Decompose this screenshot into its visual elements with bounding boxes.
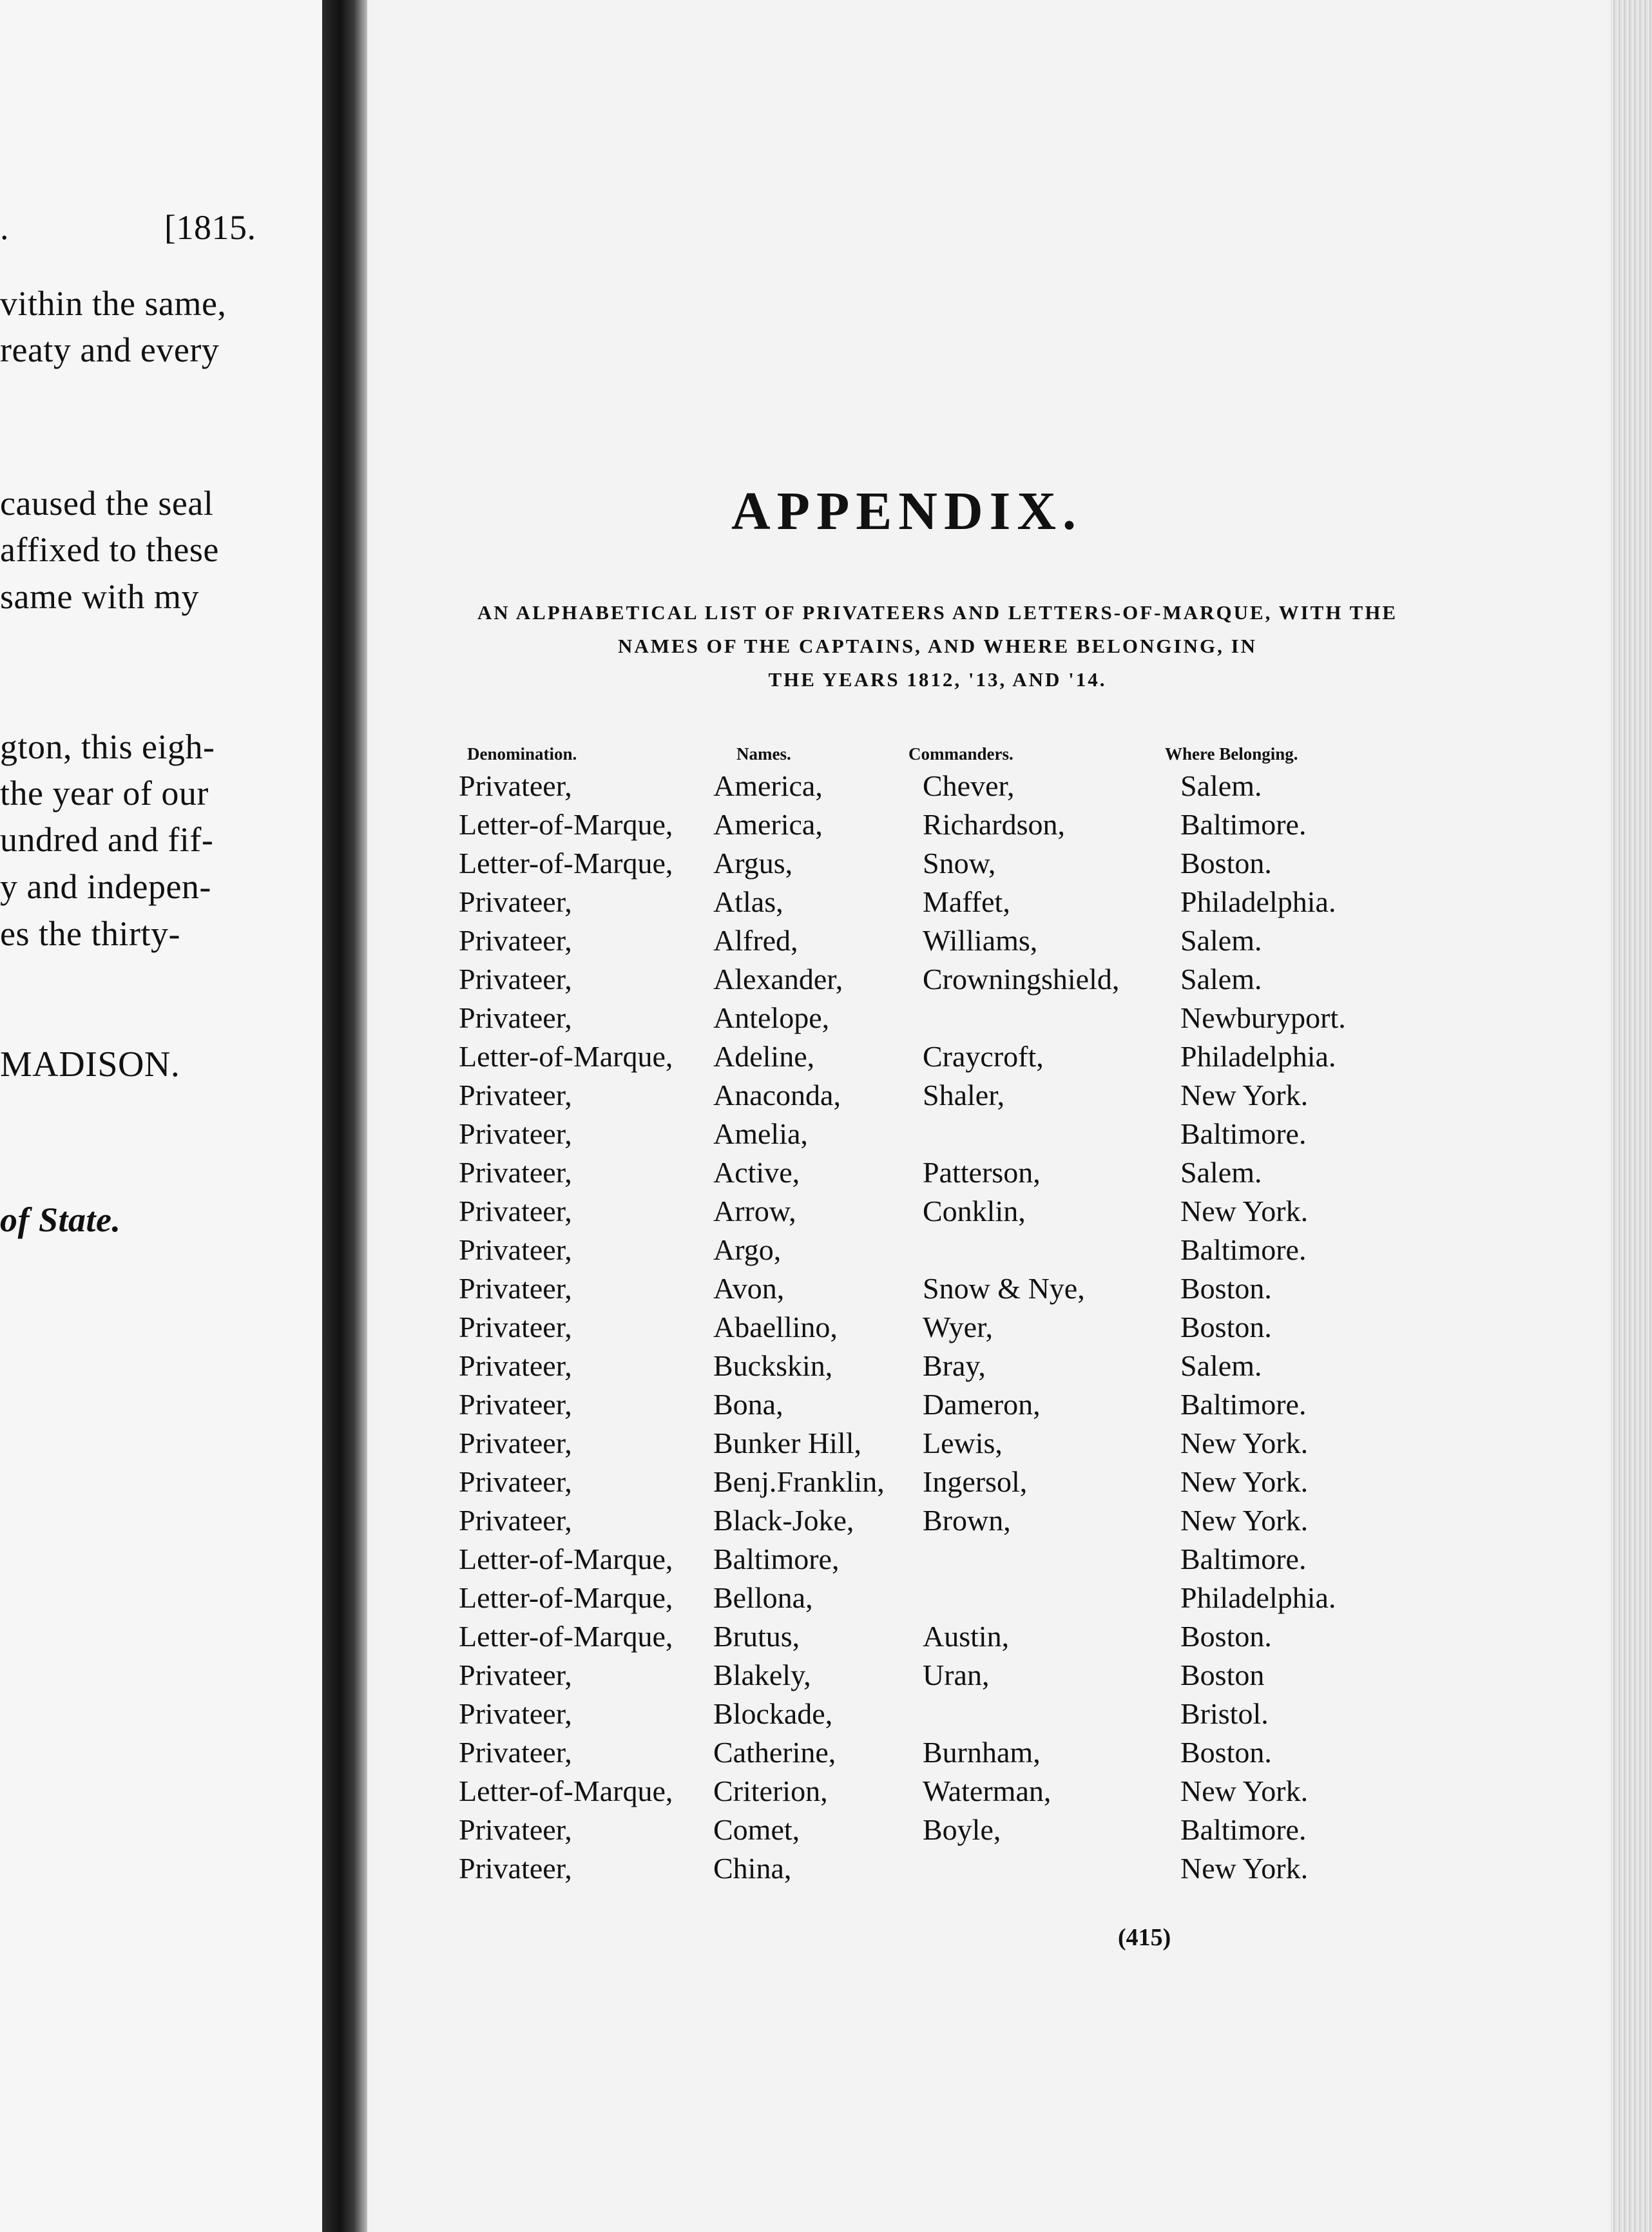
left-line: reaty and every [0, 331, 220, 369]
where-belonging-cell: Bristol. [1180, 1697, 1269, 1730]
name-cell: Blockade, [713, 1697, 833, 1730]
table-row [0, 1153, 1652, 1192]
name-cell: Bellona, [713, 1581, 813, 1614]
where-belonging-cell: Baltimore. [1180, 1388, 1307, 1421]
name-cell: Baltimore, [713, 1543, 840, 1575]
where-belonging-cell: Philadelphia. [1180, 885, 1336, 918]
where-belonging-cell: Baltimore. [1180, 1233, 1307, 1266]
commander-cell: Waterman, [923, 1775, 1052, 1807]
table-row [0, 1347, 1652, 1385]
name-cell: Alexander, [713, 963, 843, 996]
commander-cell: Bray, [923, 1349, 986, 1382]
name-cell: Catherine, [713, 1736, 836, 1769]
denomination-cell: Privateer, [459, 1117, 572, 1150]
denomination-cell: Letter-of-Marque, [459, 847, 673, 880]
commander-cell: Patterson, [923, 1156, 1041, 1189]
name-cell: Antelope, [713, 1001, 830, 1034]
commander-cell: Lewis, [923, 1427, 1003, 1459]
table-row [0, 1579, 1652, 1617]
where-belonging-cell: New York. [1180, 1195, 1309, 1227]
denomination-cell: Privateer, [459, 1659, 572, 1691]
name-cell: Criterion, [713, 1775, 828, 1807]
left-line: affixed to these [0, 530, 219, 569]
left-line: undred and fif- [0, 820, 214, 859]
denomination-cell: Privateer, [459, 1233, 572, 1266]
commander-cell: Uran, [923, 1659, 990, 1691]
denomination-cell: Privateer, [459, 1388, 572, 1421]
table-row [0, 844, 1652, 883]
table-row [0, 1772, 1652, 1811]
denomination-cell: Letter-of-Marque, [459, 808, 673, 841]
denomination-cell: Privateer, [459, 1465, 572, 1498]
commander-cell: Chever, [923, 769, 1015, 802]
table-row [0, 805, 1652, 844]
header-where-belonging: Where Belonging. [1165, 744, 1298, 764]
left-line: y and indepen- [0, 867, 211, 906]
where-belonging-cell: Baltimore. [1180, 1813, 1307, 1846]
denomination-cell: Privateer, [459, 1852, 572, 1885]
denomination-cell: Privateer, [459, 1349, 572, 1382]
denomination-cell: Privateer, [459, 1736, 572, 1769]
denomination-cell: Privateer, [459, 1001, 572, 1034]
table-row [0, 1076, 1652, 1115]
commander-cell: Austin, [923, 1620, 1010, 1653]
name-cell: Bunker Hill, [713, 1427, 861, 1459]
where-belonging-cell: Baltimore. [1180, 1543, 1307, 1575]
name-cell: America, [713, 769, 823, 802]
denomination-cell: Privateer, [459, 1504, 572, 1537]
name-cell: Anaconda, [713, 1079, 841, 1111]
left-line: vithin the same, [0, 284, 227, 323]
table-row [0, 1385, 1652, 1424]
header-denomination: Denomination. [467, 744, 577, 764]
table-row [0, 1037, 1652, 1076]
denomination-cell: Privateer, [459, 1813, 572, 1846]
where-belonging-cell: Salem. [1180, 769, 1262, 802]
where-belonging-cell: New York. [1180, 1775, 1309, 1807]
commander-cell: Richardson, [923, 808, 1066, 841]
left-line: of State. [0, 1200, 121, 1239]
table-row [0, 1849, 1652, 1888]
table-row [0, 1308, 1652, 1347]
name-cell: Avon, [713, 1272, 785, 1305]
left-line: es the thirty- [0, 914, 180, 953]
where-belonging-cell: New York. [1180, 1504, 1309, 1537]
table-row [0, 1695, 1652, 1733]
where-belonging-cell: Salem. [1180, 1349, 1262, 1382]
name-cell: Adeline, [713, 1040, 815, 1073]
denomination-cell: Privateer, [459, 885, 572, 918]
where-belonging-cell: Salem. [1180, 1156, 1262, 1189]
denomination-cell: Privateer, [459, 1272, 572, 1305]
appendix-subtitle [445, 596, 1430, 697]
where-belonging-cell: Boston. [1180, 1620, 1272, 1653]
denomination-cell: Letter-of-Marque, [459, 1040, 673, 1073]
name-cell: Comet, [713, 1813, 800, 1846]
table-row [0, 1501, 1652, 1540]
table-row [0, 1733, 1652, 1772]
denomination-cell: Privateer, [459, 1079, 572, 1111]
denomination-cell: Privateer, [459, 1311, 572, 1343]
left-line: . [0, 208, 9, 247]
name-cell: Atlas, [713, 885, 783, 918]
name-cell: Buckskin, [713, 1349, 833, 1382]
commander-cell: Dameron, [923, 1388, 1041, 1421]
denomination-cell: Privateer, [459, 769, 572, 802]
name-cell: Amelia, [713, 1117, 808, 1150]
header-names: Names. [736, 744, 791, 764]
table-row [0, 1269, 1652, 1308]
where-belonging-cell: Boston. [1180, 1311, 1272, 1343]
table-row [0, 883, 1652, 921]
table-row [0, 767, 1652, 805]
where-belonging-cell: Salem. [1180, 963, 1262, 996]
commander-cell: Boyle, [923, 1813, 1001, 1846]
commander-cell: Maffet, [923, 885, 1010, 918]
where-belonging-cell: Baltimore. [1180, 808, 1307, 841]
commander-cell: Burnham, [923, 1736, 1041, 1769]
commander-cell: Brown, [923, 1504, 1011, 1537]
left-year-header: [1815. [164, 208, 256, 247]
where-belonging-cell: New York. [1180, 1079, 1309, 1111]
where-belonging-cell: Boston [1180, 1659, 1265, 1691]
privateer-list [0, 767, 1652, 1888]
commander-cell: Wyer, [923, 1311, 994, 1343]
commander-cell: Snow & Nye, [923, 1272, 1085, 1305]
where-belonging-cell: Baltimore. [1180, 1117, 1307, 1150]
where-belonging-cell: New York. [1180, 1852, 1309, 1885]
left-line: gton, this eigh- [0, 727, 215, 766]
name-cell: Argo, [713, 1233, 782, 1266]
denomination-cell: Privateer, [459, 924, 572, 957]
left-signature: MADISON. [0, 1044, 180, 1084]
where-belonging-cell: Boston. [1180, 1272, 1272, 1305]
table-row [0, 1811, 1652, 1849]
name-cell: China, [713, 1852, 792, 1885]
name-cell: Abaellino, [713, 1311, 838, 1343]
left-line: the year of our [0, 774, 209, 813]
where-belonging-cell: Philadelphia. [1180, 1581, 1336, 1614]
subtitle-line: NAMES OF THE CAPTAINS, AND WHERE BELONGING, IN [617, 635, 1258, 657]
name-cell: Black-Joke, [713, 1504, 854, 1537]
denomination-cell: Privateer, [459, 1195, 572, 1227]
commander-cell: Williams, [923, 924, 1038, 957]
table-row [0, 1463, 1652, 1501]
table-row [0, 1424, 1652, 1463]
name-cell: Bona, [713, 1388, 783, 1421]
appendix-title: APPENDIX. [731, 481, 1082, 541]
commander-cell: Snow, [923, 847, 996, 880]
left-line: same with my [0, 577, 199, 616]
table-row [0, 1231, 1652, 1269]
commander-cell: Conklin, [923, 1195, 1026, 1227]
name-cell: Blakely, [713, 1659, 811, 1691]
denomination-cell: Privateer, [459, 1156, 572, 1189]
name-cell: Active, [713, 1156, 800, 1189]
where-belonging-cell: New York. [1180, 1465, 1309, 1498]
table-row [0, 1656, 1652, 1695]
commander-cell: Crowningshield, [923, 963, 1120, 996]
commander-cell: Shaler, [923, 1079, 1005, 1111]
denomination-cell: Privateer, [459, 963, 572, 996]
denomination-cell: Letter-of-Marque, [459, 1581, 673, 1614]
where-belonging-cell: New York. [1180, 1427, 1309, 1459]
table-row [0, 960, 1652, 999]
subtitle-line: THE YEARS 1812, '13, AND '14. [768, 668, 1107, 691]
table-row [0, 921, 1652, 960]
where-belonging-cell: Newburyport. [1180, 1001, 1346, 1034]
page-number: (415) [1118, 1924, 1171, 1951]
denomination-cell: Letter-of-Marque, [459, 1543, 673, 1575]
table-row [0, 1115, 1652, 1153]
where-belonging-cell: Boston. [1180, 847, 1272, 880]
name-cell: Arrow, [713, 1195, 796, 1227]
table-row [0, 1617, 1652, 1656]
name-cell: Benj.Franklin, [713, 1465, 885, 1498]
table-row [0, 999, 1652, 1037]
subtitle-line: AN ALPHABETICAL LIST OF PRIVATEERS AND LETTERS-OF-MARQUE, WITH THE [477, 601, 1398, 624]
commander-cell: Craycroft, [923, 1040, 1044, 1073]
denomination-cell: Letter-of-Marque, [459, 1620, 673, 1653]
table-row [0, 1192, 1652, 1231]
where-belonging-cell: Philadelphia. [1180, 1040, 1336, 1073]
left-line: caused the seal [0, 484, 214, 523]
name-cell: Alfred, [713, 924, 798, 957]
denomination-cell: Privateer, [459, 1427, 572, 1459]
name-cell: Brutus, [713, 1620, 800, 1653]
header-commanders: Commanders. [908, 744, 1013, 764]
denomination-cell: Privateer, [459, 1697, 572, 1730]
where-belonging-cell: Boston. [1180, 1736, 1272, 1769]
where-belonging-cell: Salem. [1180, 924, 1262, 957]
name-cell: America, [713, 808, 823, 841]
table-row [0, 1540, 1652, 1579]
denomination-cell: Letter-of-Marque, [459, 1775, 673, 1807]
commander-cell: Ingersol, [923, 1465, 1028, 1498]
name-cell: Argus, [713, 847, 793, 880]
